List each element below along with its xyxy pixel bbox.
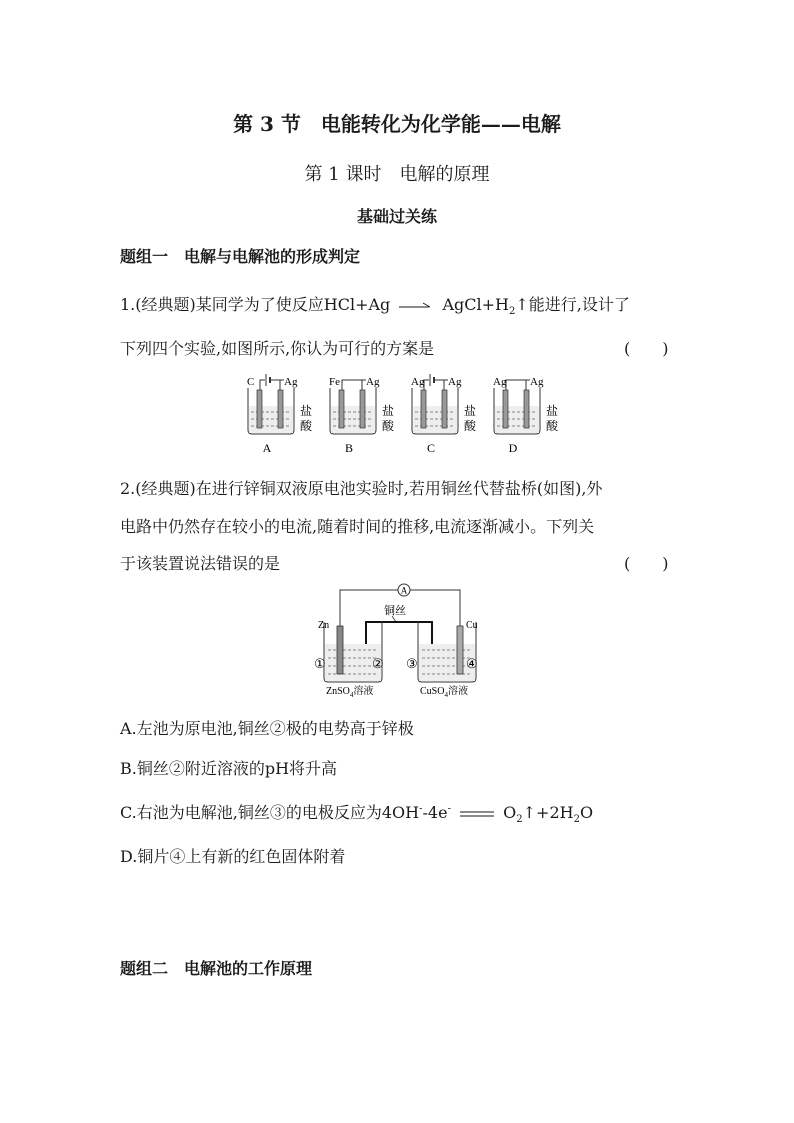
solution-label-2: 酸 [382, 419, 395, 433]
marker-4: ④ [466, 656, 478, 671]
ammeter-label: A [400, 585, 408, 596]
q2-option-c-sub-1: 2 [516, 814, 523, 826]
electrode-right [360, 390, 365, 428]
q1-line-1 [120, 292, 630, 317]
zn-electrode [337, 626, 343, 674]
q2-option-b[interactable]: B.铜丝②附近溶液的pH将升高 [120, 759, 338, 778]
right-solution-label: CuSO$_4$溶液 [420, 686, 468, 698]
q2-option-c-sub-2: 2 [573, 814, 580, 826]
electrode-left [503, 390, 508, 428]
q1-line-2: 下列四个实验,如图所示,你认为可行的方案是 [120, 339, 435, 358]
q1-sub: 2 [508, 306, 516, 318]
electrode-left [421, 390, 426, 428]
q1-answer-paren: ( ) [624, 339, 669, 358]
solution-label-1: 盐 [300, 404, 313, 418]
beaker-solution [495, 406, 539, 433]
electrode-label-right: Ag [284, 376, 298, 388]
electrode-label-left: Fe [329, 376, 340, 388]
left-solution-label: ZnSO$_4$溶液 [326, 686, 374, 698]
q1-text-pre: 1.(经典题)某同学为了使反应HCl+Ag [120, 295, 391, 314]
q2-option-c-text-2: -4e [422, 803, 448, 822]
solution-label-1: 盐 [382, 404, 395, 418]
q2-option-c-text-5: O [579, 803, 594, 822]
beaker-option-label: A [262, 441, 272, 455]
solution-label-1: 盐 [464, 404, 477, 418]
electrode-label-right: Ag [530, 376, 544, 388]
page-title: 第 3 节 电能转化为化学能——电解 [233, 112, 561, 136]
q2-line-1: 2.(经典题)在进行锌铜双液原电池实验时,若用铜丝代替盐桥(如图),外 [120, 479, 603, 498]
q2-line-2: 电路中仍然存在较小的电流,随着时间的推移,电流逐渐减小。下列关 [120, 517, 595, 536]
solution-label-1: 盐 [546, 404, 559, 418]
marker-1: ① [314, 656, 326, 671]
beaker-option-label: C [426, 441, 436, 455]
cu-electrode [457, 626, 463, 674]
beaker-option-label: B [344, 441, 354, 455]
group-heading-2: 题组二 电解池的工作原理 [120, 959, 313, 978]
beaker-solution [413, 406, 457, 433]
electrode-left [339, 390, 344, 428]
electrode-right [278, 390, 283, 428]
electrode-right [524, 390, 529, 428]
electrode-label-left: C [247, 376, 255, 388]
q2-answer-paren: ( ) [624, 554, 669, 573]
q2-option-c-sup-2: - [447, 803, 451, 815]
equals-sign-icon [460, 809, 494, 819]
electrode-label-right: Ag [448, 376, 462, 388]
zn-label: Zn [318, 620, 330, 631]
solution-label-2: 酸 [300, 419, 313, 433]
marker-3: ③ [406, 656, 418, 671]
marker-2: ② [372, 656, 384, 671]
solution-label-2: 酸 [546, 419, 559, 433]
solution-label-2: 酸 [464, 419, 477, 433]
reaction-arrow-icon [399, 300, 433, 312]
beaker-solution [249, 406, 293, 433]
q1-text-post-b: ↑能进行,设计了 [515, 295, 630, 314]
q2-line-3: 于该装置说法错误的是 [120, 554, 281, 573]
beaker-solution [331, 406, 375, 433]
group-heading-1: 题组一 电解与电解池的形成判定 [120, 247, 361, 266]
section-heading: 基础过关练 [356, 207, 437, 226]
lesson-subtitle: 第 1 课时 电解的原理 [304, 164, 490, 185]
electrode-label-left: Ag [493, 376, 507, 388]
q2-option-a[interactable]: A.左池为原电池,铜丝②极的电势高于锌极 [120, 719, 414, 738]
beaker-D [493, 376, 559, 455]
q2-option-c-text-4: ↑+2H [522, 803, 574, 822]
electrode-label-right: Ag [366, 376, 380, 388]
beaker-option-label: D [508, 441, 518, 455]
q2-cell-diagram [310, 582, 490, 698]
q2-option-c-text-1: C.右池为电解池,铜丝③的电极反应为4OH [120, 803, 420, 822]
electrode-left [257, 390, 262, 428]
beaker-B [329, 376, 395, 455]
copper-wire-label: 铜丝 [384, 605, 406, 617]
cu-label: Cu [466, 620, 478, 631]
electrode-right [442, 390, 447, 428]
electrode-label-left: Ag [411, 376, 425, 388]
beaker-A [247, 374, 313, 455]
q2-option-c[interactable] [120, 800, 593, 825]
q2-option-d[interactable]: D.铜片④上有新的红色固体附着 [120, 847, 346, 866]
q1-text-post-a: AgCl+H [442, 295, 509, 314]
q1-beakers-figure [240, 372, 560, 456]
beaker-C [411, 374, 477, 455]
q2-option-c-sup-1: - [419, 803, 423, 815]
q2-option-c-text-3: O [503, 803, 517, 822]
